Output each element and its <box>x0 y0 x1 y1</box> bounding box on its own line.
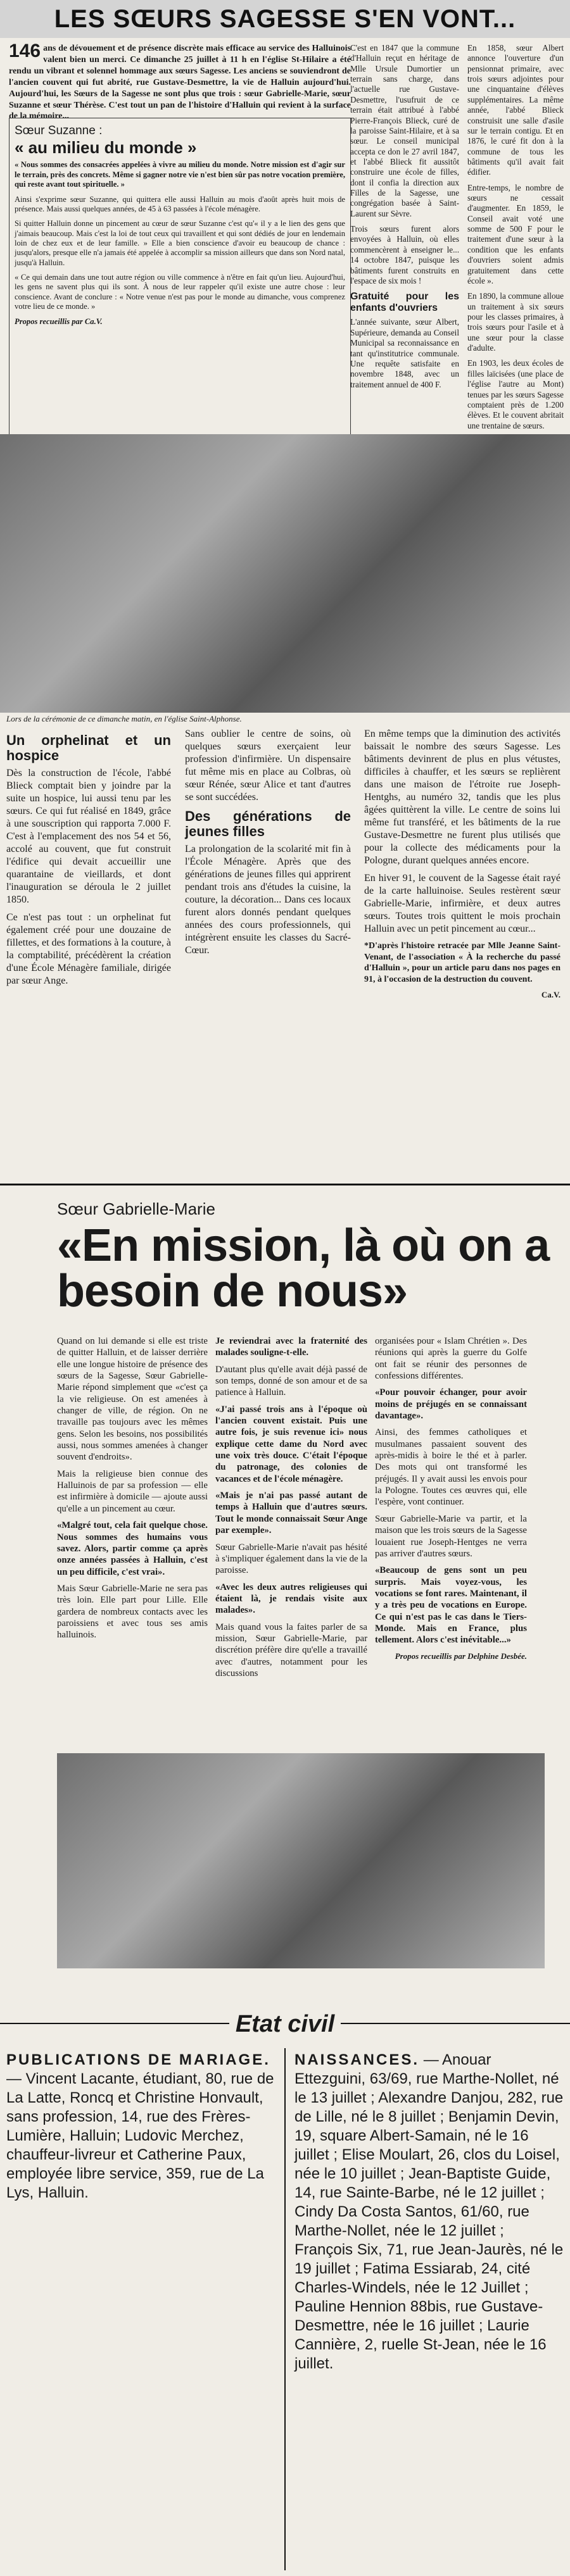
mission-para: organisées pour « Islam Chrétien ». Des réunions qui après la guerre du Golfe ont fait se réunir des personnes de confessions différentes. <box>375 1336 527 1382</box>
mariages-block <box>6 2051 276 2203</box>
subhead-generations: Des générations de jeunes filles <box>185 808 351 840</box>
headline: LES SŒURS SAGESSE S'EN VONT... <box>54 4 516 33</box>
history-para: Trois sœurs furent alors envoyées à Halluin, où elles commencèrent à enseigner le... 14 octobre 1847, puisque les bâtiments furent construits en l'espace de six mois ! <box>350 224 459 285</box>
history-para: En 1903, les deux écoles de filles laïcisées (une place de l'église l'autre au Mont) tenues par les sœurs Sagesse comptaient près de 1.200 élèves. Et le couvent abritait une trentaine de sœurs. <box>467 358 564 430</box>
ceremony-photo <box>0 434 570 713</box>
mission-title-large: «En mission, là où on a besoin de nous» <box>57 1220 550 1316</box>
mission-para: Mais Sœur Gabrielle-Marie ne sera pas très loin. Elle part pour Lille. Elle gardera de nombreux contacts avec les paroissiens et avec tous ses amis halluinois. <box>57 1583 208 1641</box>
subhead-orphelinat: Un orphelinat et un hospice <box>6 732 171 764</box>
mission-title-small: Sœur Gabrielle-Marie <box>57 1199 215 1218</box>
mission-para: Ainsi, des femmes catholiques et musulmanes passaient souvent des après-midis à boire le thé et à parler. Des mots qui ont transformé les préjugés. Il y avait aussi les envois pour la Pologne. Toutes ces œuvres qui, elle l'espère, vont continuer. <box>375 1427 527 1508</box>
mission-para: «Malgré tout, cela fait quelque chose. Nous sommes des humains vous savez. Alors, partir comme ça après onze années passées à Halluin, c'est un peu difficile, c'est vrai». <box>57 1520 208 1577</box>
history-para: Entre-temps, le nombre de sœurs ne cessait d'augmenter. En 1859, le Conseil avait voté une somme de 500 F pour le traitement d'une sœur à la condition que les enfants d'ouvriers soient admis gratuitement dans cette école ». <box>467 182 564 285</box>
mission-para: Sœur Gabrielle-Marie va partir, et la maison que les trois sœurs de la Sagesse louaient rue Joseph-Hentges ne verra pas arriver d'autres sœurs. <box>375 1513 527 1559</box>
intro-block <box>9 43 351 127</box>
subhead-gratuite: Gratuité pour les enfants d'ouvriers <box>350 291 459 313</box>
mission-column-3 <box>375 1335 527 1666</box>
mission-para: Je reviendrai avec la fraternité des malades souligne-t-elle. <box>215 1336 367 1358</box>
history-right-column <box>467 43 564 436</box>
naissances-block <box>294 2051 564 2373</box>
centre-para: Sans oublier le centre de soins, où quelques sœurs exerçaient leur profession d'infirmière. Un dispensaire fut même mis en place au Colbras, où sœur Rénée, sœur Alice et tant d'autres se sont succédées. <box>185 728 351 803</box>
history-para: En 1858, sœur Albert annonce l'ouverture d'un pensionnat primaire, avec trois sœurs adjointes pour une cinquantaine d'élèves supplémentaires. La même année, l'abbé Blieck construisit une salle d'asile sur le terrain contigu. Et en 1876, le curé fit don à la commune de tous les bâtiments qu'il avait fait édifier. <box>467 43 564 177</box>
intro-text <box>9 43 351 122</box>
suzanne-para: Si quitter Halluin donne un pincement au cœur de sœur Suzanne c'est qu'« il y a le lien des gens que j'aimais beaucoup. Mais c'est la loi de tout ceux qui travaillent et qui sont dédiés de jour en lendemain loin de chez eux et de leur famille. » Elle a bien conscience d'avoir eu beaucoup de chance : jusqu'alors, presque elle n'a jamais été appelée à accomplir sa mission ailleurs que dans son Nord natal, jusqu'à Halluin. <box>15 219 345 267</box>
decline-credit: Ca.V. <box>541 990 560 999</box>
centre-para: La prolongation de la scolarité mit fin à l'École Ménagère. Après que des générations de jeunes filles qui apprirent pendant trois ans d'études la cuisine, la couture, la décoration... Dans ces locaux furent alors donnés pendant quelques années des cours professionnels, qui intégrèrent ensuite les classes du Sacré-Cœur. <box>185 844 351 956</box>
mission-para: Mais la religieuse bien connue des Halluinois de par sa profession — elle est infirmière à domicile — ajoute aussi qu'elle a un pincement au cœur. <box>57 1468 208 1514</box>
mission-para: «Mais je n'ai pas passé autant de temps à Halluin que d'autres sœurs. Tout le monde connaissait Sœur Ange par exemple». <box>215 1491 367 1536</box>
mission-column-2 <box>215 1335 367 1684</box>
orphelinat-column <box>6 728 171 992</box>
mariages-text: — Vincent Lacante, étudiant, 80, rue de La Latte, Roncq et Christine Honvault, sans profession, 14, rue des Frères-Lumière, Halluin; Ludovic Merchez, chauffeur-livreur et Catherine Paux, employée libre service, 359, rue de La Lys, Halluin. <box>6 2070 274 2201</box>
headline-banner <box>0 0 570 38</box>
source-note: *D'après l'histoire retracée par Mlle Jeanne Saint-Venant, de l'association « À la recherche du passé d'Halluin », pour un article paru dans nos pages en 91, à l'occasion de la destruction du couvent. <box>364 941 560 984</box>
history-para: L'année suivante, sœur Albert, Supérieure, demanda au Conseil Municipal sa reconnaissance en tant qu'institutrice communale. Une requête satisfaite en novembre 1848, avec un traitement annuel de 400 F. <box>350 317 459 389</box>
mission-para: Quand on lui demande si elle est triste de quitter Halluin, et de laisser derrière elle une longue histoire de présence des sœurs de la Sagesse, Sœur Gabrielle-Marie répond simplement que «c'est ça la vie religieuse. On est amenées à changer de ville, de région. On ne travaille pas toujours avec les mêmes gens. Selon les besoins, nos possibilités aussi, nous sommes amenées à changer souvent d'endroits». <box>57 1336 208 1463</box>
mission-para: «J'ai passé trois ans à l'époque où l'ancien couvent existait. Puis une autre fois, je suis revenue ici» nous explique cette dame du Nord avec une voix très douce. C'était l'époque du patronage, des colonies de vacances et de l'école ménagère. <box>215 1404 367 1484</box>
centre-column <box>185 728 351 962</box>
history-para: C'est en 1847 que la commune d'Halluin reçut en héritage de Mlle Ursule Dumortier un terrain sans charge, dans l'actuelle rue Gustave-Desmettre, l'usufruit de ce terrain était attribué à l'abbé Pierre-François Blieck, curé de la paroisse Saint-Hilaire, et à sa sœur. Le conseil municipal accepta ce don le 27 avril 1847, et l'abbé Blieck fit aussitôt construire une école de filles, dont il confia la direction aux Filles de la Sagesse, une congrégation basée à Saint-Laurent sur Sèvre. <box>350 43 459 218</box>
suzanne-para: « Ce qui demain dans une tout autre région ou ville commence à n'être en fait qu'un lieu. Aujourd'hui, les gens ne savent plus qui ils sont. À nous de leur rappeler qu'il existe une autre chose : leur conscience. Avant de conclure : « Notre venue n'est pas pour le monde au dimanche, vous comprenez votre lieu de ce monde. » <box>15 273 345 311</box>
naissances-head: NAISSANCES. <box>294 2051 420 2068</box>
suzanne-para: Ainsi s'exprime sœur Suzanne, qui quittera elle aussi Halluin au mois d'août après huit mois de présence. Mais aussi quelques années, de 45 à 63 passées à l'école ménagère. <box>15 194 345 213</box>
suzanne-box <box>9 118 351 435</box>
suzanne-title-small: Sœur Suzanne : <box>15 124 103 137</box>
suzanne-title-large: « au milieu du monde » <box>15 138 197 158</box>
intro-number: 146 <box>9 41 41 61</box>
mission-para: «Beaucoup de gens sont un peu surpris. Mais voyez-vous, les vocations se font rares. Maintenant, il y a très peu de vocations en Europe. Ce qui n'est pas le cas dans le Tiers-Monde. Mais en France, plus tellement. Alors c'est inévitable...» <box>375 1565 527 1646</box>
column-divider <box>284 2048 286 2570</box>
history-para: En 1890, la commune alloue un traitement à six sœurs pour les classes primaires, à trois sœurs pour l'asile et à une sœur pour la classe d'adulte. <box>467 291 564 353</box>
congregation-photo <box>57 1753 545 1968</box>
decline-para: En même temps que la diminution des activités baissait le nombre des sœurs Sagesse. Les bâtiments devinrent de plus en plus vétustes, difficiles à chauffer, et les sœurs se replièrent dans une maison de l'étroite rue Joseph-Hentghs, au numéro 32, tandis que les plus âgées quittèrent la ville. Le centre de soins lui même fut transféré, et les bâtiments de la rue Gustave-Desmettre ne furent plus utilisés que pour la collecte des médicaments pour la Pologne, durant quelques années encore. <box>364 728 560 866</box>
etat-civil-header <box>0 2008 570 2041</box>
mission-para: «Avec les deux autres religieuses qui étaient là, je rendais visite aux malades». <box>215 1582 367 1616</box>
decline-column <box>364 728 560 1005</box>
mission-credit: Propos recueillis par Delphine Desbée. <box>395 1651 527 1661</box>
orphelinat-para: Ce n'est pas tout : un orphelinat fut également créé pour une douzaine de fillettes, et des formations à la couture, à la comptabilité, précédèrent la création d'une École Ménagère familiale, dirigée par sœur Ange. <box>6 912 171 987</box>
ceremony-caption: Lors de la cérémonie de ce dimanche matin, en l'église Saint-Alphonse. <box>6 714 242 723</box>
mariages-head: PUBLICATIONS DE MARIAGE. <box>6 2051 270 2068</box>
mission-column-1 <box>57 1335 208 1646</box>
history-column <box>350 43 459 395</box>
suzanne-credit: Propos recueillis par Ca.V. <box>15 316 103 326</box>
intro-lead: ans de dévouement et de présence discrète mais efficace au service des Halluinois valent bien un merci. Ce dimanche 25 juillet à 11 h en l'église St-Hilaire a été rendu un vibrant et solennel hommage aux sœurs Sagesse. Les anciens se souviendront de l'ancien couvent qui fut abrité, rue Gustave-Desmettre, la vie de Halluin aujourd'hui. Aujourd'hui, les Sœurs de la Sagesse ne sont plus que trois : sœur Gabrielle-Marie, sœur Suzanne et sœur Thérèse. C'est tout un pan de l'histoire d'Halluin qui revient à la surface de la mémoire... <box>9 44 351 122</box>
section-divider <box>0 1184 570 1185</box>
mission-para: Mais quand vous la faites parler de sa mission, Sœur Gabrielle-Marie, par discrétion préfère dire qu'elle a travaillé avec d'autres, notamment pour les discussions <box>215 1622 367 1679</box>
suzanne-para: « Nous sommes des consacrées appelées à vivre au milieu du monde. Notre mission est d'agir sur le terrain, près des concrets. Même si gagner notre vie n'est bien sûr pas notre vocation première, qui reste avant tout spirituelle. » <box>15 160 345 189</box>
mission-para: Sœur Gabrielle-Marie n'avait pas hésité à s'impliquer également dans la vie de la paroisse. <box>215 1542 367 1576</box>
decline-para: En hiver 91, le couvent de la Sagesse était rayé de la carte halluinoise. Seules restèrent sœur Gabrielle-Marie, infirmière, et deux autres sœurs. Toutes trois quittent le mois prochain Halluin avec un petit pincement au cœur... <box>364 873 560 934</box>
etat-civil-title: Etat civil <box>229 2011 341 2038</box>
mission-para: «Pour pouvoir échanger, pour avoir moins de préjugés en se connaissant davantage». <box>375 1387 527 1422</box>
orphelinat-para: Dès la construction de l'école, l'abbé Blieck comptait bien y joindre par la suite un hospice, lui aussi tenu par les sœurs. Ce qui fut réalisé en 1849, grâce à une souscription qui rapporta 7.000 F. C'est à l'emplacement des nos 54 et 56, accolé au couvent, que fut construit l'édifice qui devait accueillir une quarantaine de vieillards, et dont l'inauguration se déroula le 2 juillet 1850. <box>6 768 171 906</box>
mission-para: D'autant plus qu'elle avait déjà passé de son temps, donné de son amour et de sa patience à Halluin. <box>215 1364 367 1398</box>
naissances-text: — Anouar Ettezguini, 63/69, rue Marthe-Nollet, né le 13 juillet ; Alexandre Danjou, 282, rue de Lille, né le 8 juillet ; Benjamin Devin, 19, square Albert-Samain, né le 16 juillet ; Elise Moulart, 26, clos du Loisel, née le 10 juillet ; Jean-Baptiste Guide, 14, rue Sainte-Barbe, né le 12 juillet ; Cindy Da Costa Santos, 61/60, rue Marthe-Nollet, née le 12 juillet ; François Six, 71, rue Jean-Jaurès, né le 19 juillet ; Fatima Essiarab, 24, cité Charles-Windels, née le 12 Juillet ; Pauline Hennion 88bis, rue Gustave-Desmettre, née le 16 juillet ; Laurie Cannière, 2, ruelle St-Jean, née le 16 juillet. <box>294 2051 564 2372</box>
